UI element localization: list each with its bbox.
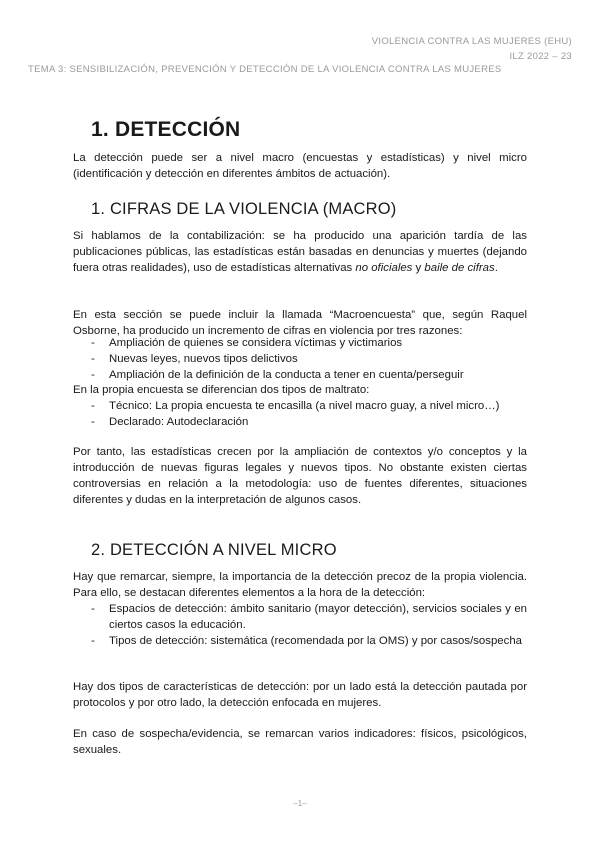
header-topic: TEMA 3: SENSIBILIZACIÓN, PREVENCIÓN Y DETECCIÓN DE LA VIOLENCIA CONTRA LAS MUJERES [28,64,502,75]
list-item: - Declarado: Autodeclaración [91,414,527,430]
section1-paragraph-2: En esta sección se puede incluir la llamada “Macroencuesta” que, según Raquel Osborne, ha producido un incremento de cifras en violencia por tres razones: [73,309,527,337]
section2-heading: 2. DETECCIÓN A NIVEL MICRO [91,541,337,559]
list-item: - Tipos de detección: sistemática (recomendada por la OMS) y por casos/sospecha [91,633,527,649]
section1-paragraph-3: En la propia encuesta se diferencian dos tipos de maltrato: [73,384,370,396]
section1-paragraph-1: Si hablamos de la contabilización: se ha producido una aparición tardía de las publicaciones públicas, las estadísticas están basadas en denuncias y muertes (dejando fuera otras realidades), uso de estadísticas alternativas no oficiales y baile de cifras. [73,230,527,274]
page-title: 1. DETECCIÓN [91,118,241,141]
header-year: ILZ 2022 – 23 [509,51,572,62]
list-item: - Espacios de detección: ámbito sanitario (mayor detección), servicios sociales y en ciertos casos la educación. [91,601,527,633]
section2-paragraph-3: En caso de sospecha/evidencia, se remarcan varios indicadores: físicos, psicológicos, sexuales. [73,728,527,756]
page-number: –1– [293,799,307,808]
section2-paragraph-1: Hay que remarcar, siempre, la importancia de la detección precoz de la propia violencia. Para ello, se destacan diferentes elementos a la hora de la detección: [73,571,527,599]
list-item: - Técnico: La propia encuesta te encasilla (a nivel macro guay, a nivel micro…) [91,398,527,414]
intro-paragraph: La detección puede ser a nivel macro (encuestas y estadísticas) y nivel micro (identificación y detección en diferentes ámbitos de actuación). [73,152,527,180]
list-item: - Ampliación de la definición de la conducta a tener en cuenta/perseguir [91,367,527,383]
header-course: VIOLENCIA CONTRA LAS MUJERES (EHU) [371,36,572,47]
detection-elements-list [91,601,527,649]
section2-paragraph-2: Hay dos tipos de características de detección: por un lado está la detección pautada por protocolos y por otro lado, la detección enfocada en mujeres. [73,681,527,709]
section1-heading: 1. CIFRAS DE LA VIOLENCIA (MACRO) [91,200,397,218]
list-item: - Nuevas leyes, nuevos tipos delictivos [91,351,527,367]
emphasis-baile-de-cifras: baile de cifras [424,262,495,274]
section1-paragraph-4: Por tanto, las estadísticas crecen por la ampliación de contextos y/o conceptos y la introducción de nuevas figuras legales y nuevos tipos. No obstante existen ciertas controversias en relación a la metodología: uso de fuentes diferentes, situaciones diferentes y dudas en la interpretación de algunos casos. [73,446,527,506]
reasons-list [91,335,527,383]
list-item: - Ampliación de quienes se considera víctimas y victimarios [91,335,527,351]
emphasis-no-oficiales: no oficiales [355,262,413,274]
types-list [91,398,527,430]
